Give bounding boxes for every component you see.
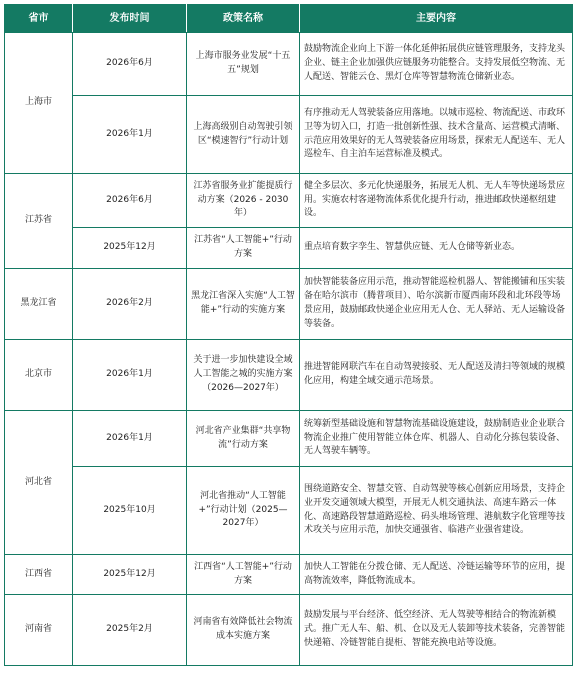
- cell-time: 2025年12月: [73, 228, 187, 269]
- cell-content: 健全多层次、多元化快递服务，拓展无人机、无人车等快递场景应用。实施农村客递物流体系优化提升行动，推进邮政快递枢纽建设。: [300, 174, 573, 228]
- cell-content: 鼓励物流企业向上下游一体化延伸拓展供应链管理服务，支持龙头企业、链主企业加强供应链服务功能整合。支持发展低空物流、无人配送、智能云仓、黑灯仓库等智慧物流仓储新业态。: [300, 33, 573, 96]
- cell-time: 2026年2月: [73, 269, 187, 340]
- table-row: [5, 555, 573, 595]
- cell-province: 江苏省: [5, 174, 73, 269]
- cell-content: 鼓励发展与平台经济、低空经济、无人驾驶等相结合的物流新模式。推广无人车、船、机、仓以及无人装卸等技术装备，完善智能快递箱、冷链智能自提柜、智能充换电站等设施。: [300, 595, 573, 666]
- cell-time: 2026年6月: [73, 174, 187, 228]
- cell-policy-name: 河南省有效降低社会物流成本实施方案: [187, 595, 300, 666]
- cell-content: 加快人工智能在分拨仓储、无人配送、冷链运输等环节的应用，提高物流效率，降低物流成本。: [300, 555, 573, 595]
- header-main-content: 主要内容: [300, 5, 573, 33]
- table-row: [5, 411, 573, 467]
- cell-province: 河北省: [5, 411, 73, 555]
- cell-policy-name: 江苏省“人工智能+”行动方案: [187, 228, 300, 269]
- cell-content: 推进智能网联汽车在自动驾驶接驳、无人配送及清扫等领域的规模化应用，构建全域交通示范场景。: [300, 340, 573, 411]
- cell-time: 2026年6月: [73, 33, 187, 96]
- cell-province: 上海市: [5, 33, 73, 174]
- header-policy-name: 政策名称: [187, 5, 300, 33]
- cell-policy-name: 上海高级别自动驾驶引领区“模速智行”行动计划: [187, 96, 300, 174]
- cell-content: 重点培育数字孪生、智慧供应链、无人仓储等新业态。: [300, 228, 573, 269]
- cell-time: 2026年1月: [73, 411, 187, 467]
- cell-province: 江西省: [5, 555, 73, 595]
- policy-table-container: [4, 4, 572, 666]
- cell-policy-name: 江苏省服务业扩能提质行动方案（2026 - 2030年）: [187, 174, 300, 228]
- header-province: 省市: [5, 5, 73, 33]
- cell-content: 加快智能装备应用示范，推动智能巡检机器人、智能搬铺和压实装备在哈尔滨市（腾普项目）、哈尔滨新市厦西南环段和北环段等场景应用，鼓励邮政快递企业应用无人仓、无人驿站、无人运输设备等装备。: [300, 269, 573, 340]
- cell-content: 统筹新型基础设施和智慧物流基础设施建设，鼓励制造业企业联合物流企业推广使用智能立体仓库、机器人、自动化分拣包装设备、无人驾驶车辆等。: [300, 411, 573, 467]
- policy-table: [4, 4, 573, 666]
- cell-time: 2025年2月: [73, 595, 187, 666]
- cell-time: 2025年12月: [73, 555, 187, 595]
- cell-policy-name: 上海市服务业发展“十五五”规划: [187, 33, 300, 96]
- cell-policy-name: 河北省推动“人工智能+”行动计划（2025—2027年）: [187, 467, 300, 555]
- cell-policy-name: 黑龙江省深入实施“人工智能+”行动的实施方案: [187, 269, 300, 340]
- table-row: [5, 228, 573, 269]
- header-release-time: 发布时间: [73, 5, 187, 33]
- table-row: [5, 174, 573, 228]
- cell-province: 北京市: [5, 340, 73, 411]
- cell-policy-name: 关于进一步加快建设全域人工智能之城的实施方案（2026—2027年）: [187, 340, 300, 411]
- cell-content: 有序推动无人驾驶装备应用落地。以城市巡检、物流配送、市政环卫等为切入口，打造一批创新性强、技术含量高、运营模式清晰、示范应用效果好的无人驾驶装备应用场景，探索无人配送车、无人巡检车、自主泊车运营标准及模式。: [300, 96, 573, 174]
- cell-content: 围绕道路安全、智慧交管、自动驾驶等核心创新应用场景，支持企业开发交通领域大模型，开展无人机交通执法、高速车路云一体化、高速路段智慧道路巡检、码头堆场管理、港航数字化管理等技术攻关与应用示范，加快交通强省、临港产业强省建设。: [300, 467, 573, 555]
- table-header-row: [5, 5, 573, 33]
- cell-policy-name: 河北省产业集群“共享物流”行动方案: [187, 411, 300, 467]
- table-row: [5, 595, 573, 666]
- table-row: [5, 33, 573, 96]
- table-row: [5, 340, 573, 411]
- cell-policy-name: 江西省“人工智能+”行动方案: [187, 555, 300, 595]
- table-row: [5, 96, 573, 174]
- cell-time: 2026年1月: [73, 340, 187, 411]
- cell-province: 河南省: [5, 595, 73, 666]
- table-row: [5, 467, 573, 555]
- cell-time: 2026年1月: [73, 96, 187, 174]
- table-row: [5, 269, 573, 340]
- cell-time: 2025年10月: [73, 467, 187, 555]
- cell-province: 黑龙江省: [5, 269, 73, 340]
